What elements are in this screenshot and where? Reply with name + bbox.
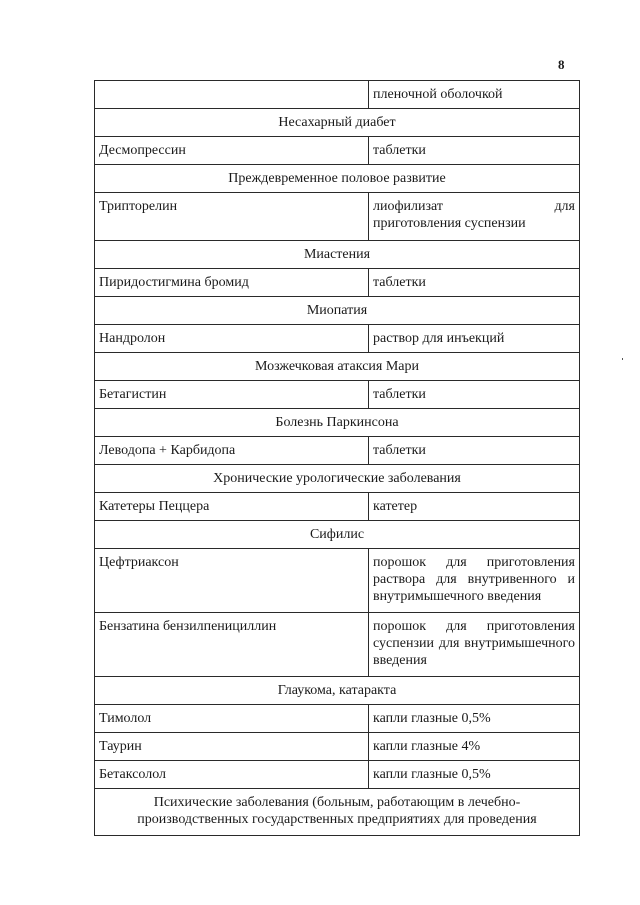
drug-name-cell: Трипторелин [95,193,369,241]
drug-name-cell: Бетагистин [95,381,369,409]
dosage-form-cell: таблетки [369,381,580,409]
section-title: Преждевременное половое развитие [95,165,580,193]
drug-name-cell: Бетаксолол [95,761,369,789]
section-row [95,465,580,493]
table-row [95,493,580,521]
dosage-form-cell: капли глазные 0,5% [369,705,580,733]
dosage-form-cell [369,193,580,241]
section-title: Хронические урологические заболевания [95,465,580,493]
section-title: Миастения [95,241,580,269]
table-row [95,733,580,761]
dosage-form-word: лиофилизат [373,199,444,214]
table-row [95,325,580,353]
section-row [95,353,580,381]
dosage-form-cell: порошок для приготовления раствора для внутривенного и внутримышечного введения [369,549,580,613]
section-title: Болезнь Паркинсона [95,409,580,437]
section-title: Несахарный диабет [95,109,580,137]
section-row [95,521,580,549]
table-row [95,613,580,677]
dosage-form-cell: раствор для инъекций [369,325,580,353]
table-row [95,269,580,297]
section-row [95,109,580,137]
dosage-form-cell: таблетки [369,437,580,465]
dosage-form-cell: таблетки [369,137,580,165]
drug-name-cell: Тимолол [95,705,369,733]
table-row [95,193,580,241]
section-row [95,409,580,437]
table-row [95,81,580,109]
section-title: Психические заболевания (больным, работающим в лечебно-производственных государственных предприятиях для проведения [95,789,580,836]
drug-name-cell: Бензатина бензилпенициллин [95,613,369,677]
dosage-form-line: приготовления суспензии [373,216,526,231]
dosage-form-cell: катетер [369,493,580,521]
section-title: Глаукома, катаракта [95,677,580,705]
dosage-form-cell: капли глазные 4% [369,733,580,761]
table-row [95,437,580,465]
section-title: Миопатия [95,297,580,325]
dosage-form-cell: пленочной оболочкой [369,81,580,109]
drug-name-cell: Таурин [95,733,369,761]
table-row [95,705,580,733]
drug-name-cell: Десмопрессин [95,137,369,165]
dosage-form-line [373,198,575,215]
drug-name-cell: Цефтриаксон [95,549,369,613]
table-row [95,137,580,165]
dosage-form-word: для [554,199,575,214]
drug-name-cell: Пиридостигмина бромид [95,269,369,297]
section-title: Мозжечковая атаксия Мари [95,353,580,381]
drug-name-cell: Нандролон [95,325,369,353]
section-title: Сифилис [95,521,580,549]
table-row [95,381,580,409]
section-row [95,677,580,705]
section-row [95,241,580,269]
drug-name-cell: Леводопа + Карбидопа [95,437,369,465]
section-row [95,297,580,325]
section-row [95,789,580,836]
dosage-form-cell: таблетки [369,269,580,297]
table-row [95,761,580,789]
drug-table [94,80,580,836]
dosage-form-cell: капли глазные 0,5% [369,761,580,789]
page-number: 8 [558,57,565,72]
drug-name-cell [95,81,369,109]
drug-name-cell: Катетеры Пеццера [95,493,369,521]
section-row [95,165,580,193]
scan-artifact [622,358,623,360]
dosage-form-cell: порошок для приготовления суспензии для внутримышечного введения [369,613,580,677]
table-row [95,549,580,613]
